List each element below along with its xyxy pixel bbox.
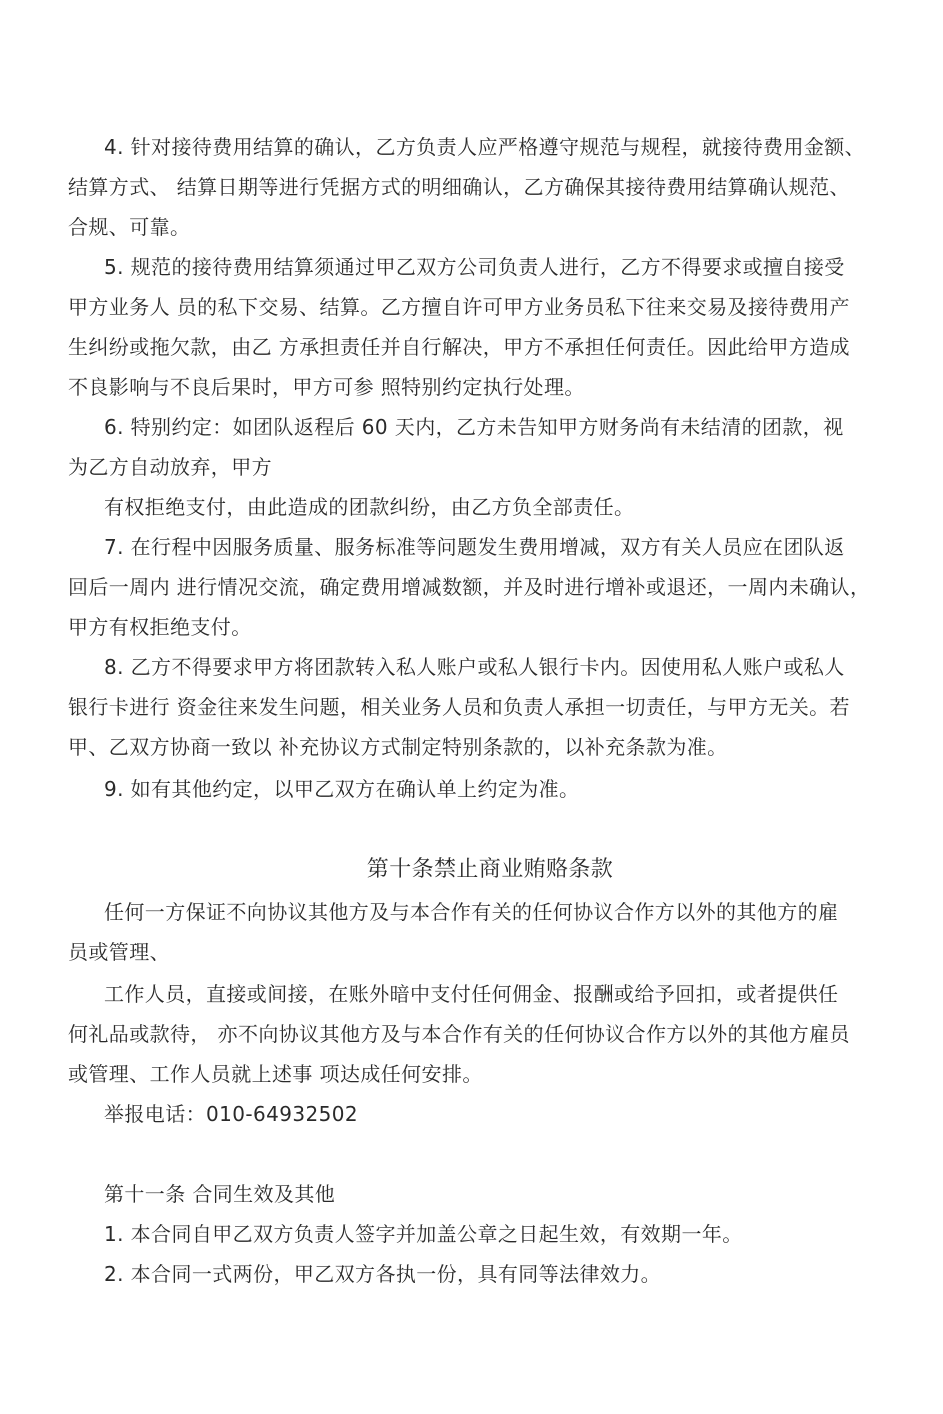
article-10-title: 第十条禁止商业贿赂条款 — [366, 857, 614, 882]
clause-6-line-3: 有权拒绝支付，由此造成的团款纠纷，由乙方负全部责任。 — [104, 495, 635, 519]
clause-8-line-3: 甲、乙双方协商一致以 补充协议方式制定特别条款的，以补充条款为准。 — [68, 735, 728, 759]
clause-7-line-1: 7. 在行程中因服务质量、服务标准等问题发生费用增减，双方有关人员应在团队返 — [104, 535, 845, 559]
clause-6-line-1: 6. 特别约定：如团队返程后 60 天内，乙方未告知甲方财务尚有未结清的团款，视 — [104, 415, 844, 439]
article-11-item-2: 2. 本合同一式两份，甲乙双方各执一份，具有同等法律效力。 — [104, 1262, 662, 1286]
article-10-line-1: 任何一方保证不向协议其他方及与本合作有关的任何协议合作方以外的其他方的雇 — [104, 900, 839, 924]
article-10-line-4: 何礼品或款待， 亦不向协议其他方及与本合作有关的任何协议合作方以外的其他方雇员 — [68, 1022, 850, 1046]
clause-7-line-2: 回后一周内 进行情况交流，确定费用增减数额，并及时进行增补或退还，一周内未确认， — [68, 575, 871, 599]
clause-4-line-2: 结算方式、 结算日期等进行凭据方式的明细确认，乙方确保其接待费用结算确认规范、 — [68, 175, 850, 199]
clause-5-line-3: 生纠纷或拖欠款，由乙 方承担责任并自行解决，甲方不承担任何责任。因此给甲方造成 — [68, 335, 850, 359]
clause-4-line-1: 4. 针对接待费用结算的确认，乙方负责人应严格遵守规范与规程，就接待费用金额、 — [104, 135, 866, 159]
clause-5-line-2: 甲方业务人 员的私下交易、结算。乙方擅自许可甲方业务员私下往来交易及接待费用产 — [68, 295, 850, 319]
clause-4-line-3: 合规、可靠。 — [68, 215, 191, 239]
article-10-line-2: 员或管理、 — [68, 940, 170, 964]
article-11-title: 第十一条 合同生效及其他 — [104, 1182, 336, 1206]
clause-5-line-4: 不良影响与不良后果时，甲方可参 照特别约定执行处理。 — [68, 375, 585, 399]
clause-9-line-1: 9. 如有其他约定，以甲乙双方在确认单上约定为准。 — [104, 777, 580, 801]
clause-5-line-1: 5. 规范的接待费用结算须通过甲乙双方公司负责人进行，乙方不得要求或擅自接受 — [104, 255, 845, 279]
report-phone: 举报电话：010-64932502 — [104, 1102, 358, 1126]
clause-7-line-3: 甲方有权拒绝支付。 — [68, 615, 252, 639]
clause-8-line-1: 8. 乙方不得要求甲方将团款转入私人账户或私人银行卡内。因使用私人账户或私人 — [104, 655, 845, 679]
article-10-line-5: 或管理、工作人员就上述事 项达成任何安排。 — [68, 1062, 483, 1086]
clause-6-line-2: 为乙方自动放弃，甲方 — [68, 455, 272, 479]
article-10-line-3: 工作人员，直接或间接，在账外暗中支付任何佣金、报酬或给予回扣，或者提供任 — [104, 982, 839, 1006]
article-11-item-1: 1. 本合同自甲乙双方负责人签字并加盖公章之日起生效，有效期一年。 — [104, 1222, 743, 1246]
clause-8-line-2: 银行卡进行 资金往来发生问题，相关业务人员和负责人承担一切责任，与甲方无关。若 — [68, 695, 850, 719]
